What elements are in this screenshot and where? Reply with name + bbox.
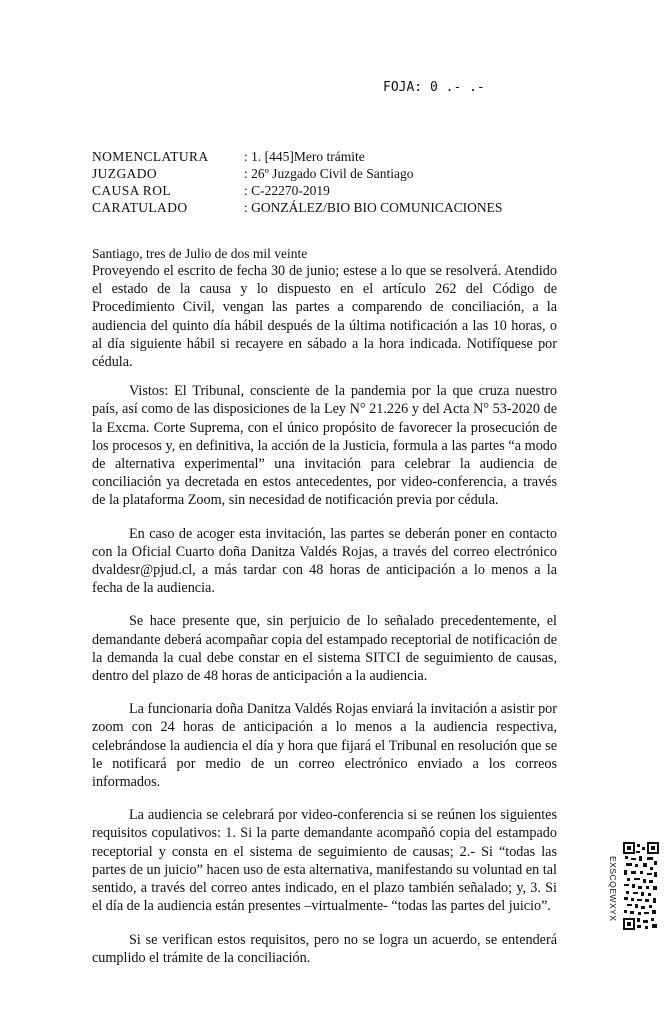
resolution-body bbox=[92, 262, 557, 982]
paragraph-cumplido: Si se verifican estos requisitos, pero no se logra un acuerdo, se entenderá cumplido el trámite de la conciliación. bbox=[92, 931, 557, 966]
meta-key: CAUSA ROL bbox=[92, 182, 171, 198]
meta-value: : C-22270-2019 bbox=[244, 182, 330, 198]
paragraph-funcionaria: La funcionaria doña Danitza Valdés Rojas enviará la invitación a asistir por zoom con 24 horas de anticipación a lo menos a la audiencia respectiva, celebrándose la audiencia el día y hora que fijará el Tribunal en resolución que se le notificará por medio de un correo electrónico enviado a los correos informados. bbox=[92, 701, 557, 791]
qr-code-icon bbox=[623, 842, 659, 930]
document-date: Santiago, tres de Julio de dos mil veinte bbox=[92, 246, 308, 261]
meta-row-caratulado bbox=[92, 199, 502, 216]
paragraph-requisitos: La audiencia se celebrará por video-conferencia si se reúnen los siguientes requisitos copulativos: 1. Si la parte demandante acompañó copia del estampado receptorial y consta en el sistema de seguimiento de causas; 2.- Si “todas las partes de un juicio” hacen uso de esta alternativa, manifestando su voluntad en tal sentido, a través del correo antes indicado, en el plazo también señalado; y, 3. Si el día de la audiencia están presentes –virtualmente- “todas las partes del juicio”. bbox=[92, 807, 557, 915]
paragraph-proveyendo: Proveyendo el escrito de fecha 30 de junio; estese a lo que se resolverá. Atendido el estado de la causa y lo dispuesto en el artículo 262 del Código de Procedimiento Civil, vengan las partes a comparendo de conciliación, a la audiencia del quinto día hábil después de la última notificación a las 10 horas, o al día siguiente hábil si recayere en sábado a la hora indicada. Notifíquese por cédula. bbox=[92, 263, 557, 371]
paragraph-vistos: Vistos: El Tribunal, consciente de la pandemia por la que cruza nuestro país, así como de las disposiciones de la Ley N° 21.226 y del Acta N° 53-2020 de la Excma. Corte Suprema, con el único propósito de favorecer la prosecución de los procesos y, en definitiva, la acción de la Justicia, formula a las partes “a modo de alternativa experimental” una invitación para celebrar la audiencia de conciliación ya decretada en estos antecedentes, por video-conferencia, a través de la plataforma Zoom, sin necesidad de notificación previa por cédula. bbox=[92, 383, 557, 509]
meta-key: NOMENCLATURA bbox=[92, 148, 209, 164]
meta-value: : 26º Juzgado Civil de Santiago bbox=[244, 165, 414, 181]
paragraph-invitacion: En caso de acoger esta invitación, las partes se deberán poner en contacto con la Oficial Cuarto doña Danitza Valdés Rojas, a través del correo electrónico dvaldesr@pjud.cl, a más tardar con 48 horas de anticipación a lo menos a la fecha de la audiencia. bbox=[92, 525, 557, 597]
verification-code-text: EXSCQEWXYX bbox=[608, 856, 618, 922]
verification-code bbox=[606, 856, 620, 936]
paragraph-presente: Se hace presente que, sin perjuicio de lo señalado precedentemente, el demandante deberá acompañar copia del estampado receptorial de notificación de la demanda la cual debe constar en el sistema SITCI de seguimiento de causas, dentro del plazo de 48 horas de anticipación a la audiencia. bbox=[92, 613, 557, 685]
meta-key: JUZGADO bbox=[92, 165, 158, 181]
meta-value: : 1. [445]Mero trámite bbox=[244, 148, 365, 164]
meta-row-nomenclatura bbox=[92, 148, 502, 165]
meta-row-juzgado bbox=[92, 165, 502, 182]
meta-key: CARATULADO bbox=[92, 199, 188, 215]
meta-value: : GONZÁLEZ/BIO BIO COMUNICACIONES bbox=[244, 199, 503, 215]
case-metadata bbox=[92, 148, 502, 216]
meta-row-causa-rol bbox=[92, 182, 502, 199]
foja-label: FOJA: 0 .- .- bbox=[383, 80, 485, 95]
